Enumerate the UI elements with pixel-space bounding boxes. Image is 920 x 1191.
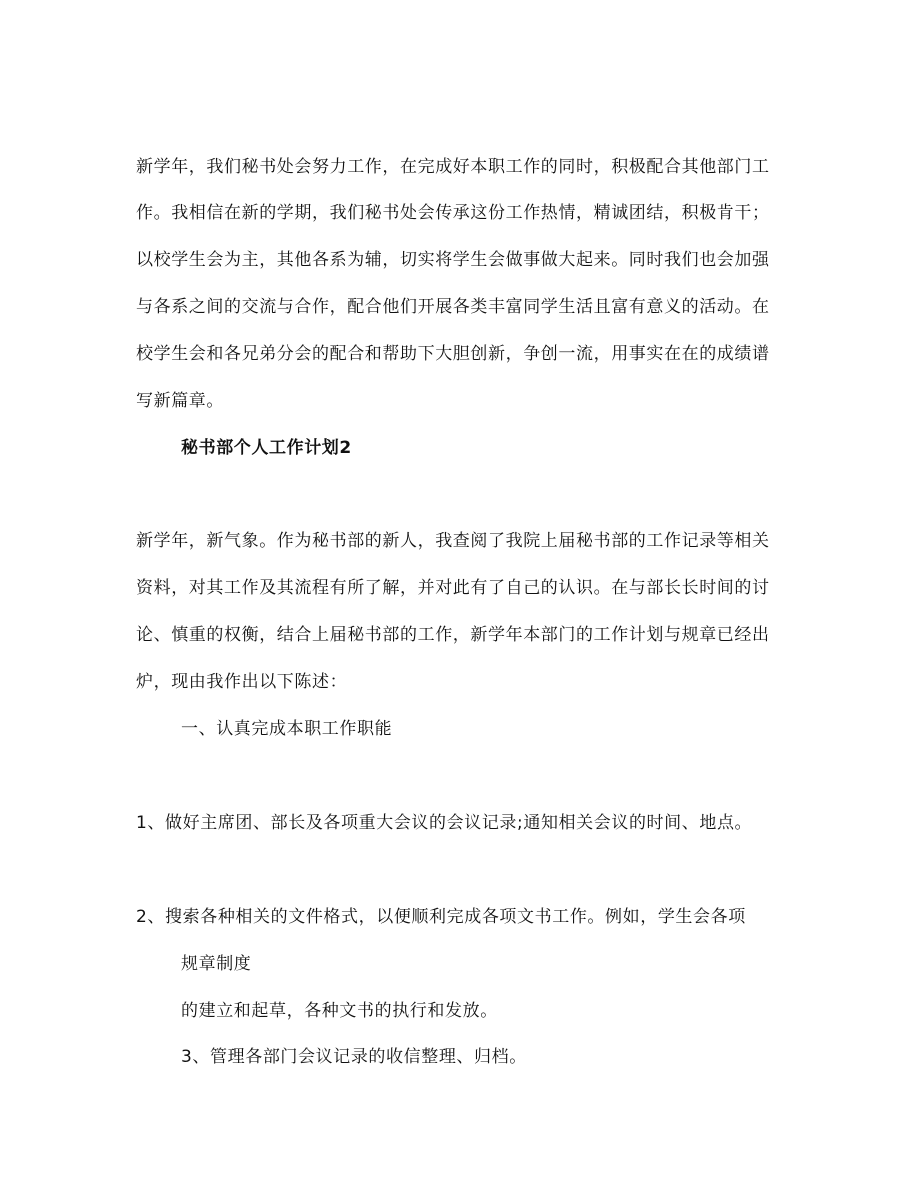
list-item-2-continuation-2: 的建立和起草，各种文书的执行和发放。	[181, 1001, 498, 1021]
subsection-title: 一、认真完成本职工作职能	[181, 719, 393, 739]
list-item-3: 3、管理各部门会议记录的收信整理、归档。	[181, 1047, 527, 1067]
paragraph1-line-3: 以校学生会为主，其他各系为辅，切实将学生会做事做大起来。同时我们也会加强	[136, 250, 770, 270]
list-item-1: 1、做好主席团、部长及各项重大会议的会议记录;通知相关会议的时间、地点。	[136, 813, 753, 833]
paragraph2-line-2: 资料，对其工作及其流程有所了解，并对此有了自己的认识。在与部长长时间的讨	[136, 578, 770, 598]
paragraph1-line-5: 校学生会和各兄弟分会的配合和帮助下大胆创新，争创一流，用事实在在的成绩谱	[136, 344, 770, 364]
paragraph1-line-1: 新学年，我们秘书处会努力工作，在完成好本职工作的同时，积极配合其他部门工	[136, 157, 770, 177]
list-item-2: 2、搜索各种相关的文件格式，以便顺利完成各项文书工作。例如，学生会各项	[136, 907, 746, 927]
paragraph2-line-4: 炉，现由我作出以下陈述：	[136, 672, 348, 692]
paragraph1-line-6: 写新篇章。	[136, 391, 224, 411]
paragraph1-line-2: 作。我相信在新的学期，我们秘书处会传承这份工作热情，精诚团结，积极肯干；	[136, 203, 770, 223]
paragraph1-line-4: 与各系之间的交流与合作，配合他们开展各类丰富同学生活且富有意义的活动。在	[136, 297, 770, 317]
paragraph2-line-1: 新学年，新气象。作为秘书部的新人，我查阅了我院上届秘书部的工作记录等相关	[136, 531, 770, 551]
list-item-2-continuation-1: 规章制度	[181, 954, 252, 974]
paragraph2-line-3: 论、慎重的权衡，结合上届秘书部的工作，新学年本部门的工作计划与规章已经出	[136, 625, 770, 645]
section-heading: 秘书部个人工作计划2	[181, 438, 352, 458]
